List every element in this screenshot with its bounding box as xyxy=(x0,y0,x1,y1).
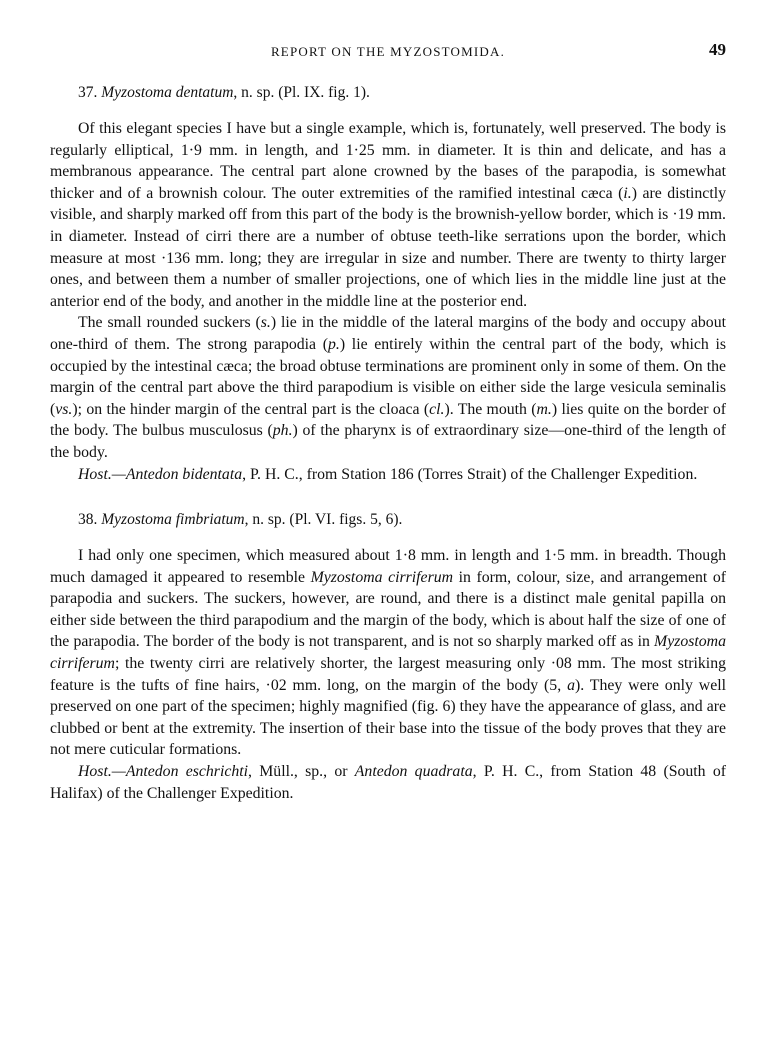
paragraph-37-1 xyxy=(50,118,726,312)
figure-label: ph. xyxy=(272,422,293,440)
host-label: Host.—Antedon eschrichti xyxy=(78,763,249,781)
figure-label: i. xyxy=(623,184,632,202)
running-title: REPORT ON THE MYZOSTOMIDA. xyxy=(270,44,506,59)
text-run: ). They were only well preserved on one part of the specimen; highly magnified (fig. 6) they have the appearance of glass, and are clubbed or bent at the extremity. The insertion of their base into the tissue of the body proves that they are not mere cuticular formations. xyxy=(50,676,726,759)
species-heading-37 xyxy=(78,84,726,102)
text-run: ); on the hinder margin of the central part is the cloaca ( xyxy=(72,400,430,418)
text-run: ) lie in the middle of the lateral margins of the body and occupy about one-third of them. The strong parapodia ( xyxy=(50,314,726,353)
text-run: in form, colour, size, and arrangement of parapodia and suckers. The suckers, however, are round, and there is a distinct male genital papilla on either side between the third parapodium and the margin of the body, which is about half the size of one of the parapodia. The border of the body is not transparent, and is not so sharply marked off as in xyxy=(50,568,726,651)
host-paragraph-38 xyxy=(50,761,726,804)
figure-label: a xyxy=(567,676,575,694)
text-run: ) are distinctly visible, and sharply marked off from this part of the body is the brownish-yellow border, which is ·19 mm. in diameter. Instead of cirri there are a number of obtuse teeth-like serrations upon the border, which measure at most ·136 mm. long; they are irregular in size and number. There are twenty to thirty larger ones, and between them a number of smaller projections, one of which lies in the middle line just at the anterior end of the body, and another in the middle line at the posterior end. xyxy=(50,184,726,310)
figure-label: s. xyxy=(260,314,271,332)
paragraph-38-1 xyxy=(50,545,726,761)
species-name: Myzostoma dentatum xyxy=(101,84,234,101)
host-paragraph-37 xyxy=(50,464,726,486)
figure-label: m. xyxy=(536,400,552,418)
species-reference: Myzostoma cirriferum xyxy=(50,633,726,673)
text-run: ) of the pharynx is of extraordinary size—one-third of the length of the body. xyxy=(50,422,726,461)
species-heading-38 xyxy=(78,511,726,529)
running-head xyxy=(50,40,726,64)
species-reference: Antedon quadrata xyxy=(354,763,473,781)
species-heading-rest: , n. sp. (Pl. IX. fig. 1). xyxy=(233,84,370,101)
species-heading-rest: , n. sp. (Pl. VI. figs. 5, 6). xyxy=(244,511,403,529)
text-run: The small rounded suckers ( xyxy=(78,314,261,332)
page-number: 49 xyxy=(709,40,726,59)
page xyxy=(50,40,726,804)
host-label: Host.—Antedon bidentata xyxy=(78,465,243,483)
text-run: , P. H. C., from Station 186 (Torres Strait) of the Challenger Expedition. xyxy=(242,465,698,483)
text-run: ) lies quite on the border of the body. The bulbus musculosus ( xyxy=(50,400,727,440)
figure-label: cl. xyxy=(429,400,445,418)
species-name: Myzostoma fimbriatum xyxy=(101,511,245,529)
paragraph-37-2 xyxy=(50,312,726,463)
species-number: 37. xyxy=(78,84,98,101)
species-number: 38. xyxy=(78,511,98,529)
text-run: ). The mouth ( xyxy=(444,400,537,418)
text-run: , Müll., sp., or xyxy=(248,763,355,781)
text-run: I had only one specimen, which measured about 1·8 mm. in length and 1·5 mm. in breadth. Though much damaged it appeared to resemble xyxy=(50,547,726,586)
figure-label: p. xyxy=(328,335,340,353)
species-reference: Myzostoma cirriferum xyxy=(310,568,454,586)
text-run: Of this elegant species I have but a single example, which is, fortunately, well preserved. The body is regularly elliptical, 1·9 mm. in length, and 1·25 mm. in diameter. It is thin and delicate, and has a membranous appearance. The central part alone crowned by the bases of the parapodia, is somewhat thicker and of a brownish colour. The outer extremities of the ramified intestinal cæca ( xyxy=(50,120,726,202)
text-run: ; the twenty cirri are relatively shorter, the largest measuring only ·08 mm. The most striking feature is the tufts of fine hairs, ·02 mm. long, on the margin of the body (5, xyxy=(50,655,726,694)
text-run: ) lie entirely within the central part of the body, which is occupied by the intestinal cæca; the broad obtuse terminations are prominent only in some of them. On the margin of the central part above the third parapodium is visible on either side the large vesicula seminalis ( xyxy=(50,335,726,418)
figure-label: vs. xyxy=(55,400,73,418)
text-run: , P. H. C., from Station 48 (South of Halifax) of the Challenger Expedition. xyxy=(50,763,726,802)
